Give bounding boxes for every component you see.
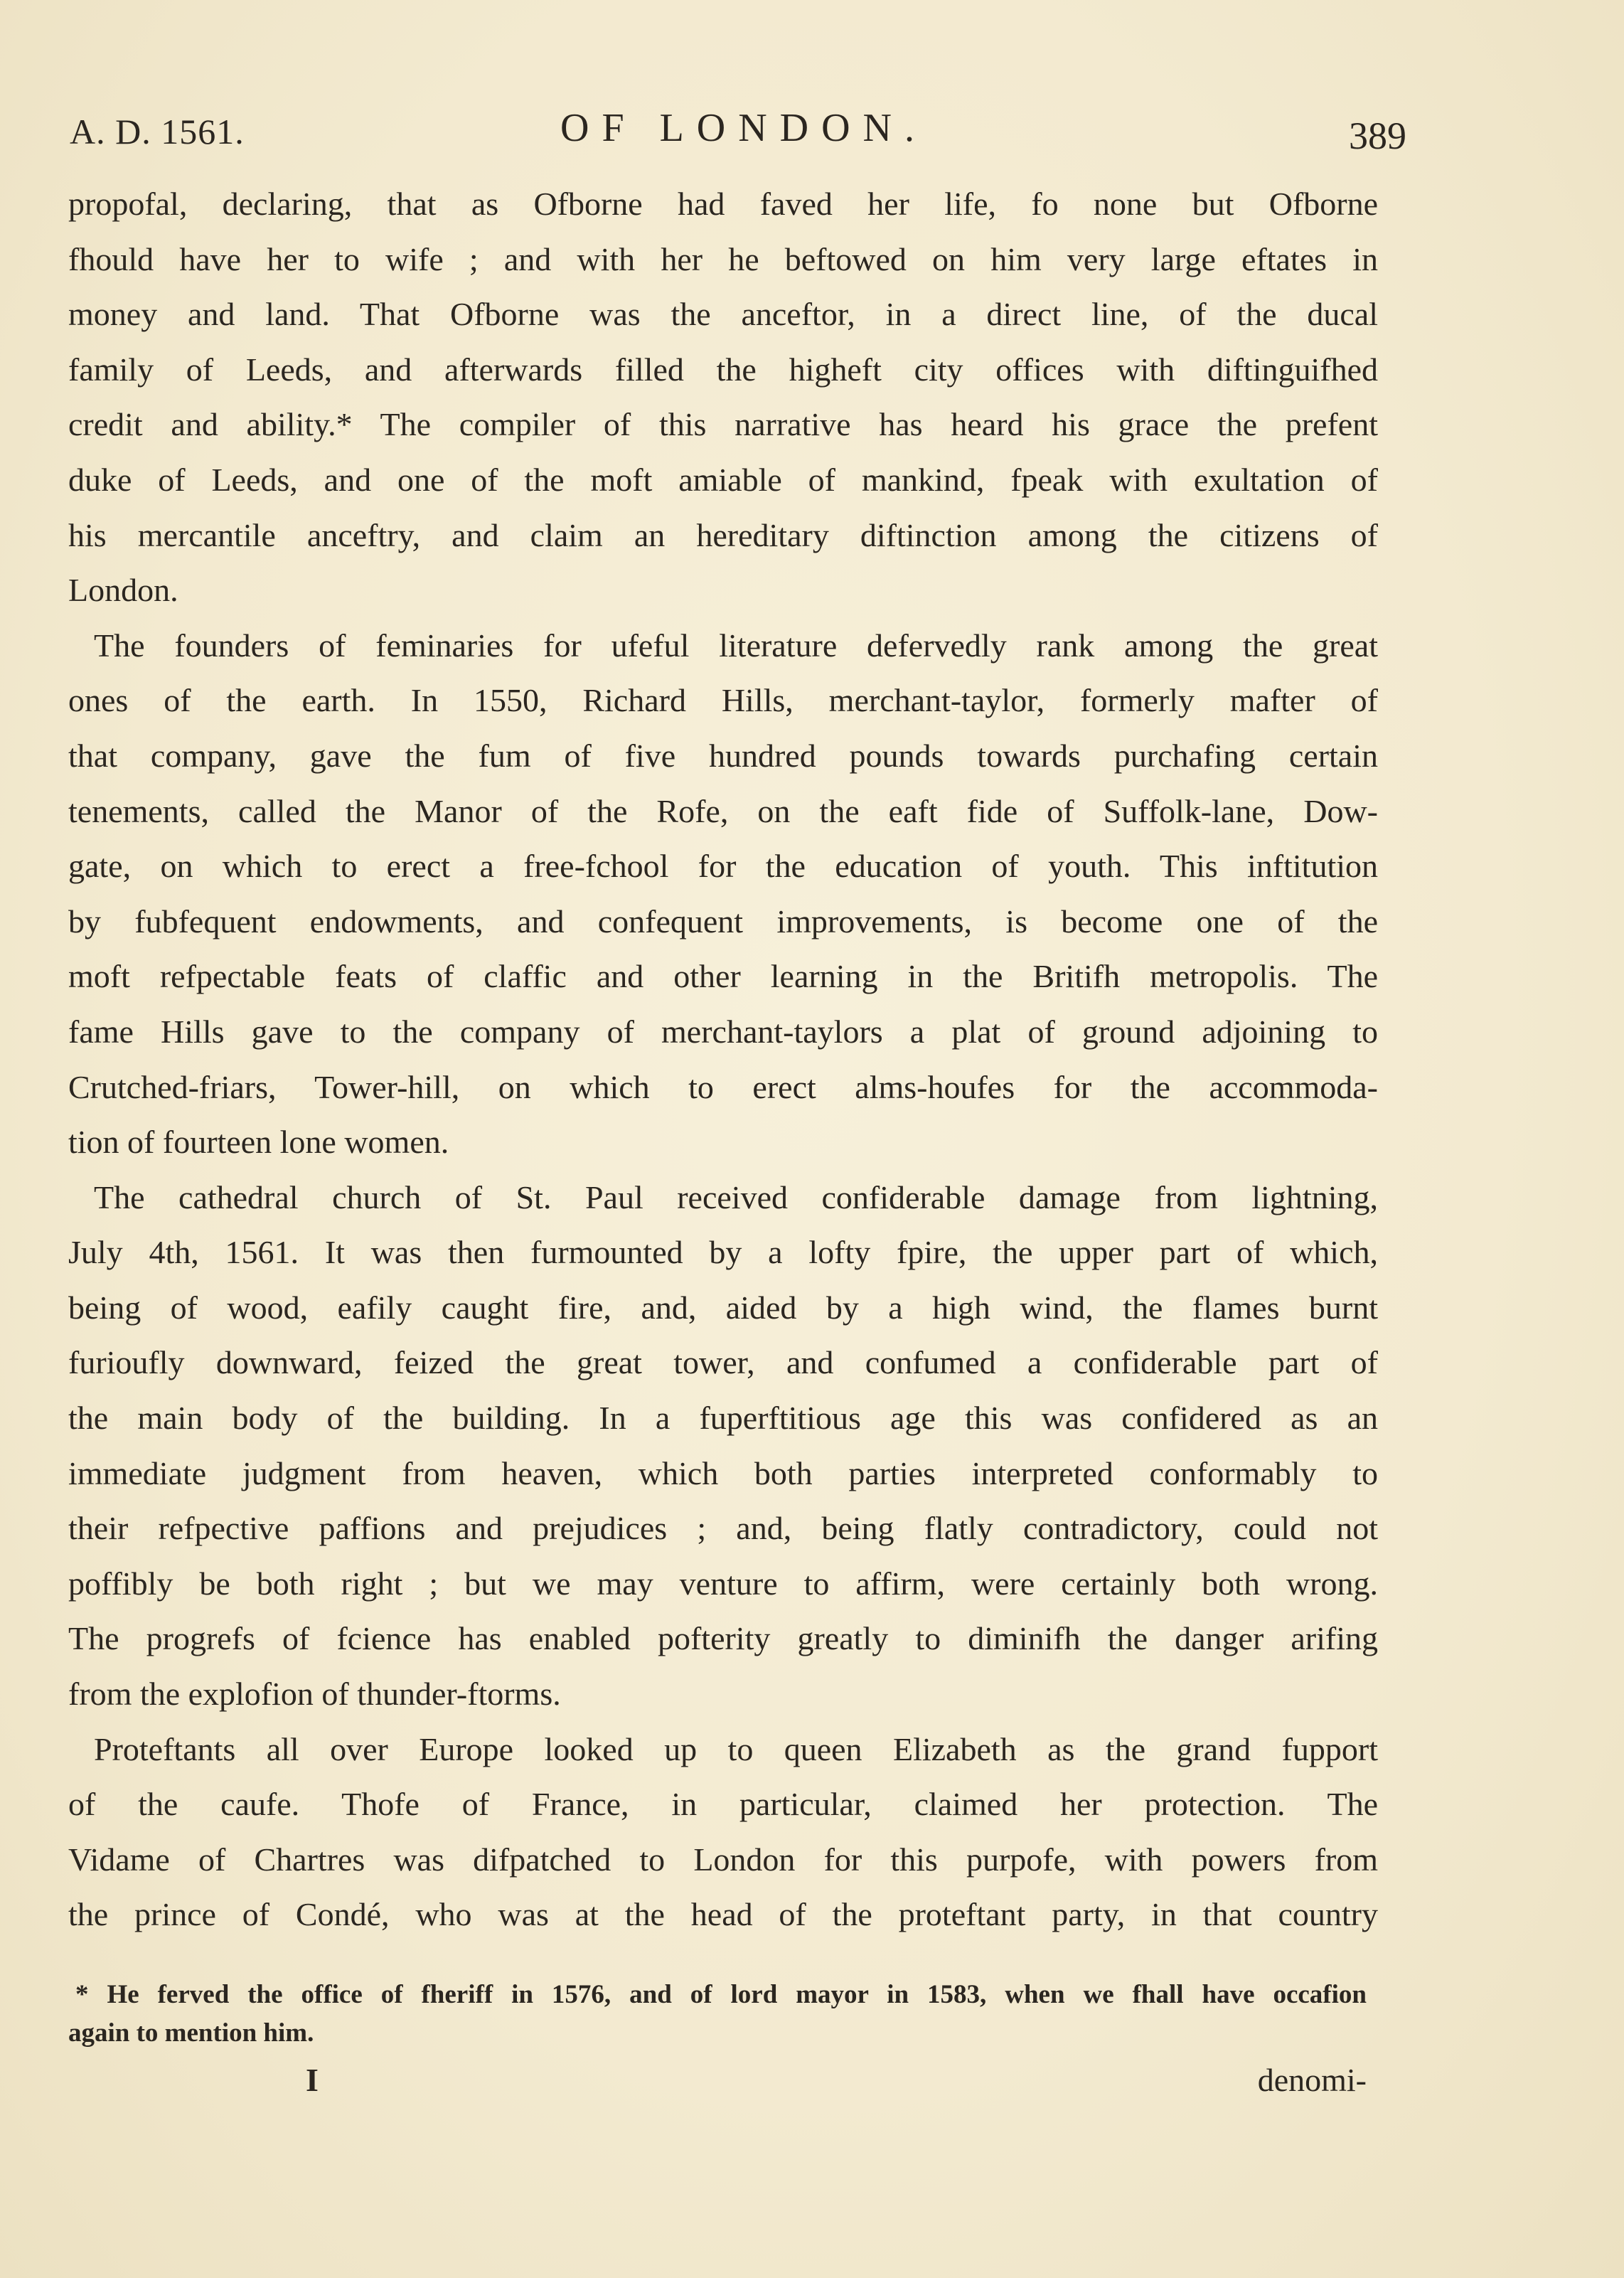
text-line: that company, gave the fum of five hundred pounds towards purchafing certain: [68, 737, 1378, 774]
text-line: July 4th, 1561. It was then furmounted by a lofty fpire, the upper part of which,: [68, 1234, 1378, 1271]
text-line: propofal, declaring, that as Ofborne had faved her life, fo none but Ofborne: [68, 186, 1378, 222]
text-line: duke of Leeds, and one of the moft amiable of mankind, fpeak with exultation of: [68, 461, 1378, 498]
text-line: tion of fourteen lone women.: [68, 1124, 449, 1161]
header-year: A. D. 1561.: [70, 112, 245, 151]
text-line: fhould have her to wife ; and with her he beftowed on him very large eftates in: [68, 240, 1378, 277]
footnote-line: * He ferved the office of fheriff in 1576, and of lord mayor in 1583, when we fhall have occafion: [75, 1980, 1367, 2009]
text-line: tenements, called the Manor of the Rofe, on the eaft fide of Suffolk-lane, Dow-: [68, 792, 1378, 829]
text-line: Crutched-friars, Tower-hill, on which to erect alms-houfes for the accommoda-: [68, 1068, 1378, 1105]
text-line: by fubfequent endowments, and confequent improvements, is become one of the: [68, 903, 1378, 940]
body-text: [68, 176, 1378, 1942]
text-line: The progrefs of fcience has enabled pofterity greatly to diminifh the danger arifing: [68, 1620, 1378, 1657]
text-line: of the caufe. Thofe of France, in particular, claimed her protection. The: [68, 1786, 1378, 1823]
text-line: moft refpectable feats of claffic and other learning in the Britifh metropolis. The: [68, 958, 1378, 995]
text-line: from the explofion of thunder-ftorms.: [68, 1676, 561, 1713]
text-line: Vidame of Chartres was difpatched to London for this purpofe, with powers from: [68, 1841, 1378, 1878]
header-title: OF LONDON.: [560, 106, 927, 150]
text-line: ones of the earth. In 1550, Richard Hills, merchant-taylor, formerly mafter of: [68, 682, 1378, 719]
text-line: The founders of feminaries for ufeful literature defervedly rank among the great: [94, 627, 1378, 664]
text-line: fame Hills gave to the company of merchant-taylors a plat of ground adjoining to: [68, 1013, 1378, 1050]
text-line: furioufly downward, feized the great tower, and confumed a confiderable part of: [68, 1344, 1378, 1381]
text-line: the main body of the building. In a fuperftitious age this was confidered as an: [68, 1400, 1378, 1437]
footnote-line: again to mention him.: [68, 2018, 314, 2048]
text-line: London.: [68, 572, 178, 609]
text-line: family of Leeds, and afterwards filled the higheft city offices with diftinguifhed: [68, 351, 1378, 388]
text-line: Proteftants all over Europe looked up to queen Elizabeth as the grand fupport: [94, 1730, 1378, 1767]
page-footer: [68, 2061, 1367, 2111]
text-line: gate, on which to erect a free-fchool for the education of youth. This inftitution: [68, 848, 1378, 885]
text-line: money and land. That Ofborne was the anceftor, in a direct line, of the ducal: [68, 296, 1378, 333]
footnote: [68, 1976, 1367, 2053]
page-number: 389: [1349, 115, 1406, 157]
text-line: his mercantile anceftry, and claim an hereditary diftinction among the citizens of: [68, 516, 1378, 553]
text-line: The cathedral church of St. Paul received confiderable damage from lightning,: [94, 1178, 1378, 1215]
text-line: their refpective paffions and prejudices ; and, being flatly contradictory, could not: [68, 1510, 1378, 1547]
text-line: poffibly be both right ; but we may venture to affirm, were certainly both wrong.: [68, 1565, 1378, 1602]
running-header: [70, 105, 1406, 162]
text-line: credit and ability.* The compiler of this narrative has heard his grace the prefent: [68, 406, 1378, 443]
text-line: the prince of Condé, who was at the head of the proteftant party, in that country: [68, 1896, 1378, 1933]
text-line: immediate judgment from heaven, which both parties interpreted conformably to: [68, 1454, 1378, 1491]
text-line: being of wood, eafily caught fire, and, aided by a high wind, the flames burnt: [68, 1289, 1378, 1326]
catchword: denomi-: [1257, 2062, 1367, 2098]
signature-mark: I: [306, 2062, 319, 2098]
